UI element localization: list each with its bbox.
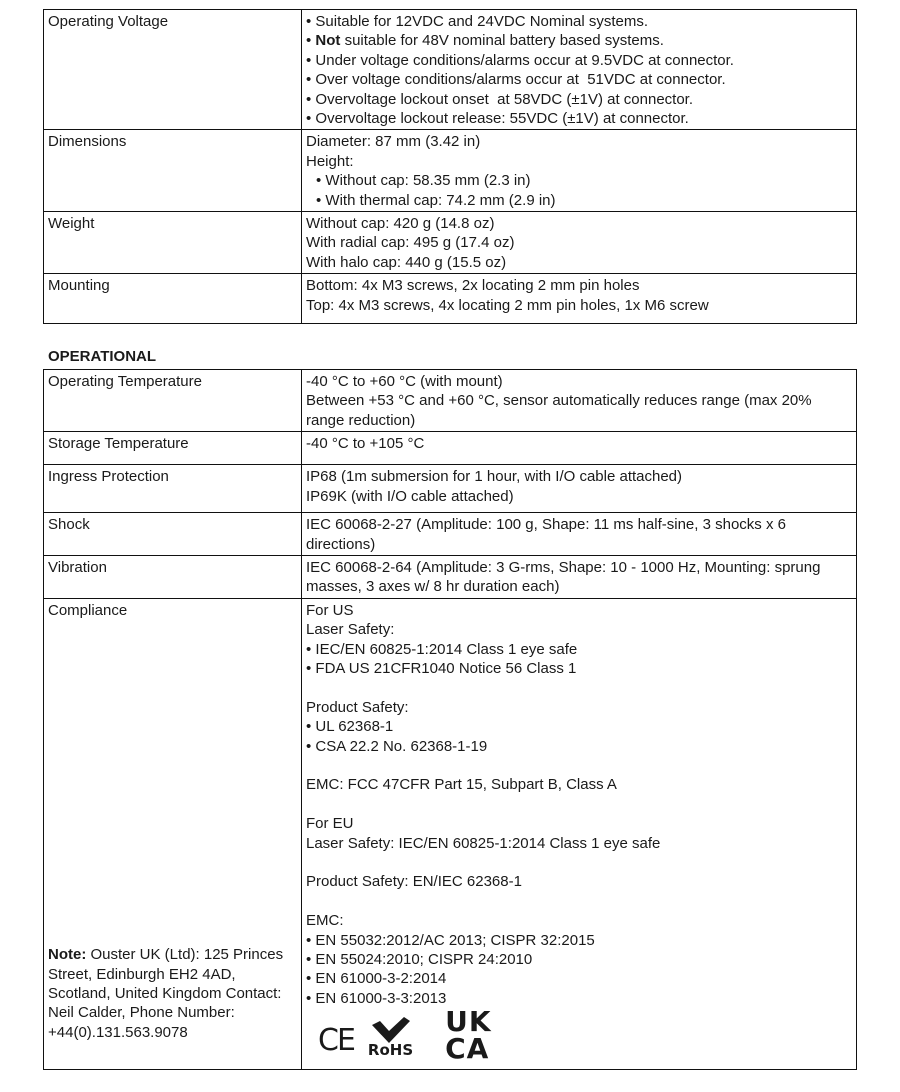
row-label: Weight [44,212,302,274]
ouster-uk-contact-note: Note: Ouster UK (Ltd): 125 Princes Street, Edinburgh EH2 4AD, Scotland, United Kingdom Contact: Neil Calder, Phone Number: +44(0).131.563.9078 [48,946,284,1041]
row-value: Bottom: 4x M3 screws, 2x locating 2 mm pin holes Top: 4x M3 screws, 4x locating 2 mm pin holes, 1x M6 screw [302,274,857,324]
table-row-vibration [44,556,857,599]
table-row-ingress-protection [44,465,857,513]
certification-logos [318,1005,852,1066]
row-value: -40 °C to +60 °C (with mount) Between +53 °C and +60 °C, sensor automatically reduces range (max 20% range reduction) [302,370,857,432]
row-value: • Suitable for 12VDC and 24VDC Nominal systems. • Not suitable for 48V nominal battery based systems. • Under voltage conditions/alarms occur at 9.5VDC at connector. • Over voltage conditions/alarms occur at 51VDC at connector. • Overvoltage lockout onset at 58VDC (±1V) at connector. • Overvoltage lockout release: 55VDC (±1V) at connector. [302,10,857,130]
table-row-compliance [44,598,857,1069]
row-value: For US Laser Safety: • IEC/EN 60825-1:2014 Class 1 eye safe • FDA US 21CFR1040 Notice 56 Class 1 Product Safety: • UL 62368-1 • CSA 22.2 No. 62368-1-19 EMC: FCC 47CFR Part 15, Subpart B, Class A For EU Laser Safety: IEC/EN 60825-1:2014 Class 1 eye safe Product Safety: EN/IEC 62368-1 EMC: • EN 55032:2012/AC 2013; CISPR 32:2015 • EN 55024:2010; CISPR 24:2010 • EN 61000-3-2:2014 • EN 61000-3-3:2013 CE RoHS UK CA [302,598,857,1069]
emphasis-not: Not [315,32,341,50]
row-value: IEC 60068-2-27 (Amplitude: 100 g, Shape: 11 ms half-sine, 3 shocks x 6 directions) [302,513,857,556]
row-value: IEC 60068-2-64 (Amplitude: 3 G-rms, Shape: 10 - 1000 Hz, Mounting: sprung masses, 3 axes w/ 8 hr duration each) [302,556,857,599]
row-label: Ingress Protection [44,465,302,513]
rohs-logo-icon: RoHS [368,1017,413,1058]
table-row-shock [44,513,857,556]
table-row-storage-temperature [44,432,857,465]
row-value: Without cap: 420 g (14.8 oz) With radial cap: 495 g (17.4 oz) With halo cap: 440 g (15.5 oz) [302,212,857,274]
section-title-operational: OPERATIONAL [48,348,157,365]
row-label: Compliance Note: Ouster UK (Ltd): 125 Princes Street, Edinburgh EH2 4AD, Scotland, United Kingdom Contact: Neil Calder, Phone Number: +44(0).131.563.9078 [44,598,302,1069]
row-value: -40 °C to +105 °C [302,432,857,465]
operational-spec-table [43,369,857,1070]
row-value: IP68 (1m submersion for 1 hour, with I/O cable attached) IP69K (with I/O cable attached) [302,465,857,513]
table-row-dimensions [44,130,857,212]
table-row-mounting [44,274,857,324]
row-label: Vibration [44,556,302,599]
row-label: Operating Voltage [44,10,302,130]
row-value: Diameter: 87 mm (3.42 in) Height: • Without cap: 58.35 mm (2.3 in) • With thermal cap: 74.2 mm (2.9 in) [302,130,857,212]
ce-mark-icon: CE [318,1023,354,1059]
ukca-mark-icon: UK CA [445,1005,492,1066]
table-row-weight [44,212,857,274]
table-row-operating-temperature [44,370,857,432]
row-label: Shock [44,513,302,556]
row-label: Dimensions [44,130,302,212]
general-spec-table [43,9,857,324]
table-row-operating-voltage [44,10,857,130]
row-label: Storage Temperature [44,432,302,465]
row-label: Mounting [44,274,302,324]
row-label: Operating Temperature [44,370,302,432]
rohs-checkmark-icon [372,1017,410,1043]
